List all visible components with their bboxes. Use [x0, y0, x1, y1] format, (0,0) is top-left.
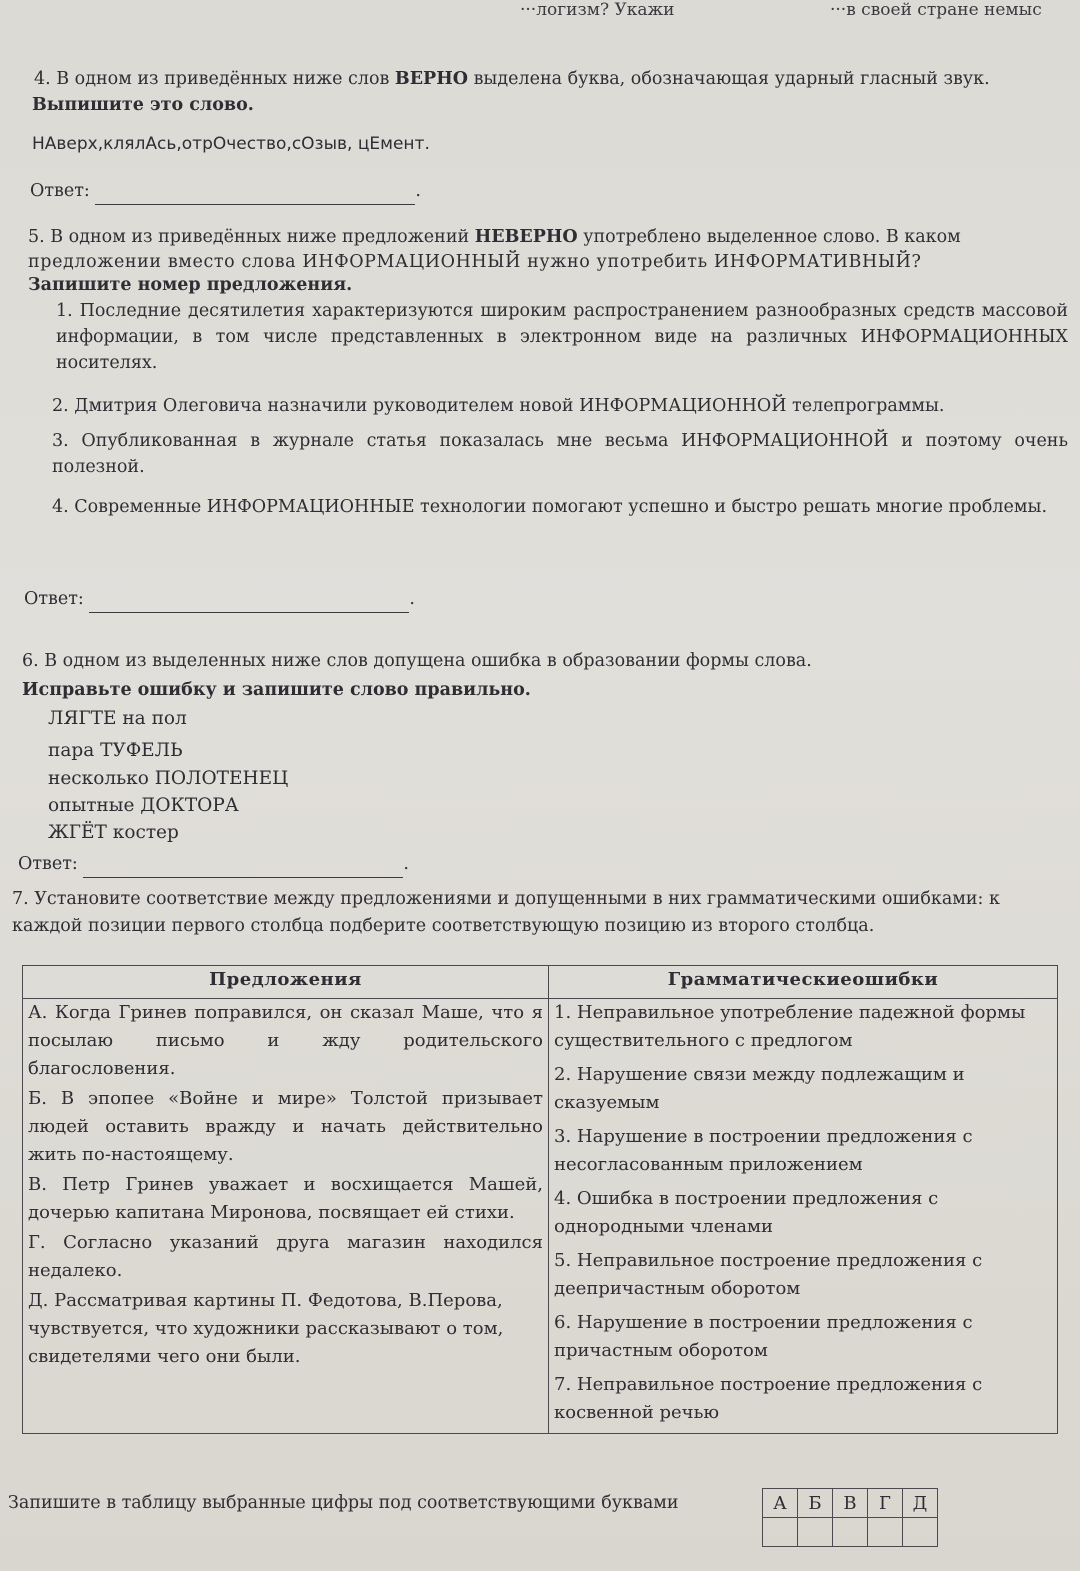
q6-answer-line[interactable] — [83, 861, 403, 878]
q5-line1: 5. В одном из приведённых ниже предложений НЕВЕРНО употреблено выделенное слово. В каком — [28, 227, 961, 247]
top-fragment-left: ···логизм? Укажи — [520, 0, 675, 20]
q5-answer-line[interactable] — [89, 596, 409, 613]
sentences-cell — [23, 999, 549, 1434]
grid-letter-d: Д — [903, 1489, 938, 1518]
q4-instruction: Выпишите это слово. — [32, 95, 254, 115]
top-fragment-right: ···в своей стране немыс — [830, 0, 1042, 20]
q4-answer-label: Ответ: — [30, 181, 90, 201]
grid-letter-a: А — [763, 1489, 798, 1518]
q6-instruction: Исправьте ошибку и запишите слово правильно. — [22, 680, 531, 700]
col-header-errors: Грамматическиеошибки — [549, 966, 1058, 999]
q4-words: НАверх,клялАсь,отрОчество,сОзыв, цЕмент. — [32, 134, 430, 154]
sentence-a: А. Когда Гринев поправился, он сказал Маше, что я посылаю письмо и жду родительского благословения. — [28, 1002, 543, 1079]
q5-item-3: 3. Опубликованная в журнале статья показалась мне весьма ИНФОРМАЦИОННОЙ и поэтому очень полезной. — [52, 431, 1068, 477]
grid-answer-a[interactable] — [763, 1518, 798, 1547]
q6-answer: Ответ: . — [18, 851, 409, 878]
error-1: 1. Неправильное употребление падежной формы существительного с предлогом — [554, 1002, 1026, 1051]
sentence-v: В. Петр Гринев уважает и восхищается Машей, дочерью капитана Миронова, посвящает ей стихи. — [28, 1174, 543, 1223]
q5-emph: НЕВЕРНО — [474, 227, 578, 247]
q6-option-4: опытные ДОКТОРА — [48, 795, 239, 816]
error-4: 4. Ошибка в построении предложения с однородными членами — [554, 1188, 939, 1237]
error-7: 7. Неправильное построение предложения с косвенной речью — [554, 1374, 983, 1423]
q4-emph: ВЕРНО — [394, 69, 468, 89]
q6-answer-label: Ответ: — [18, 854, 78, 874]
q6-option-3: несколько ПОЛОТЕНЕЦ — [48, 768, 289, 789]
errors-cell — [549, 999, 1058, 1434]
q5-item-2: 2. Дмитрия Олеговича назначили руководителем новой ИНФОРМАЦИОННОЙ телепрограммы. — [52, 396, 945, 416]
q6-option-1: ЛЯГТЕ на пол — [48, 708, 187, 729]
grid-letter-b: Б — [798, 1489, 833, 1518]
q5-item-1: 1. Последние десятилетия характеризуются широким распространением разнообразных средств массовой информации, в том числе представленных в электронном виде на различных ИНФОРМАЦИОННЫХ носителях. — [56, 301, 1068, 373]
answer-grid — [762, 1488, 938, 1547]
grid-answer-b[interactable] — [798, 1518, 833, 1547]
q6-text: 6. В одном из выделенных ниже слов допущена ошибка в образовании формы слова. — [22, 651, 812, 671]
sentence-b: Б. В эпопее «Войне и мире» Толстой призывает людей оставить вражду и начать действительно жить по-настоящему. — [28, 1088, 543, 1165]
q5-answer-label: Ответ: — [24, 589, 84, 609]
q7-line2: каждой позиции первого столбца подберите соответствующую позицию из второго столбца. — [12, 916, 875, 936]
sentence-d: Д. Рассматривая картины П. Федотова, В.Перова, чувствуется, что художники рассказывают о том, свидетелями чего они были. — [28, 1290, 504, 1367]
q5-line2: предложении вместо слова ИНФОРМАЦИОННЫЙ нужно употребить ИНФОРМАТИВНЫЙ? — [28, 252, 922, 272]
grammar-table — [22, 965, 1058, 1434]
grid-answer-d[interactable] — [903, 1518, 938, 1547]
error-2: 2. Нарушение связи между подлежащим и сказуемым — [554, 1064, 965, 1113]
q5-instruction: Запишите номер предложения. — [28, 275, 353, 295]
error-3: 3. Нарушение в построении предложения с несогласованным приложением — [554, 1126, 973, 1175]
grid-answer-v[interactable] — [833, 1518, 868, 1547]
error-6: 6. Нарушение в построении предложения с причастным оборотом — [554, 1312, 973, 1361]
sentence-g: Г. Согласно указаний друга магазин находился недалеко. — [28, 1232, 543, 1281]
q7-line1: 7. Установите соответствие между предложениями и допущенными в них грамматическими ошибками: к — [12, 889, 1000, 909]
error-5: 5. Неправильное построение предложения с деепричастным оборотом — [554, 1250, 983, 1299]
q4-answer: Ответ: . — [30, 178, 421, 205]
q5-item-4: 4. Современные ИНФОРМАЦИОННЫЕ технологии помогают успешно и быстро решать многие проблемы. — [52, 497, 1048, 517]
q4-text: 4. В одном из приведённых ниже слов ВЕРНО выделена буква, обозначающая ударный гласный звук. — [34, 69, 990, 89]
grid-letter-v: В — [833, 1489, 868, 1518]
q5-answer: Ответ: . — [24, 586, 415, 613]
final-instruction: Запишите в таблицу выбранные цифры под соответствующими буквами — [8, 1493, 679, 1513]
grid-letter-g: Г — [868, 1489, 903, 1518]
q4-answer-line[interactable] — [95, 188, 415, 205]
col-header-sentences: Предложения — [23, 966, 549, 999]
q6-option-2: пара ТУФЕЛЬ — [48, 740, 183, 761]
grid-answer-g[interactable] — [868, 1518, 903, 1547]
q6-option-5: ЖГЁТ костер — [48, 822, 179, 843]
